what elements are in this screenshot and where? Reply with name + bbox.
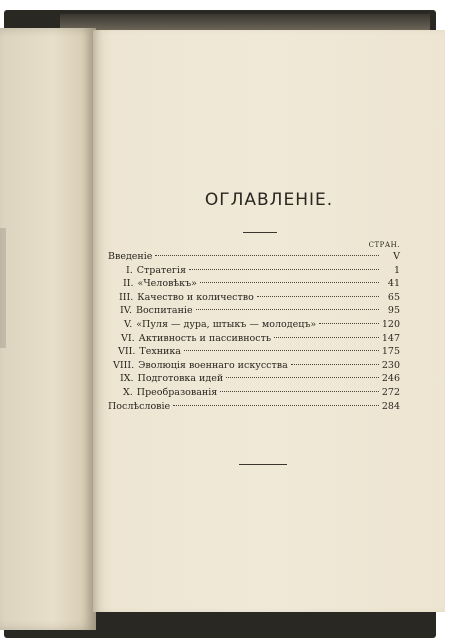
dot-leader [173,405,379,406]
chapter-number: VI. [121,332,135,344]
page-number: V [393,251,400,262]
page-number: 175 [381,346,400,358]
page-number: 120 [381,318,400,330]
chapter-title: Преобразованiя [136,386,218,398]
dot-leader [220,391,379,392]
chapter-title: Введенiе [108,251,153,262]
page-number: 95 [387,305,400,317]
table-of-contents [108,241,400,414]
dot-leader [291,364,379,365]
chapter-number: III. [119,291,134,303]
toc-entry [108,360,400,374]
toc-entry [108,333,400,347]
chapter-number: IV. [120,305,132,317]
left-page-shadow [0,228,6,348]
chapter-title: Воспитанiе [135,305,193,317]
dot-leader [226,377,379,378]
chapter-title: Подготовка идей [137,373,224,385]
dot-leader [200,282,379,283]
toc-rows [108,251,400,414]
page-number: 272 [381,386,400,398]
toc-entry [108,251,400,265]
page-number: 147 [381,332,400,344]
toc-entry [108,387,400,401]
dot-leader [319,323,379,324]
chapter-title: Послѣсловiе [108,400,171,412]
chapter-number: VIII. [113,359,135,371]
toc-entry [108,292,400,306]
page-number: 41 [387,278,400,290]
page-number: 284 [381,400,400,412]
left-page [0,28,96,630]
chapter-number: IX. [120,373,134,385]
chapter-number: VII. [118,346,136,358]
page-number: 1 [393,264,400,276]
dot-leader [184,350,379,351]
dot-leader [196,309,379,310]
toc-entry [108,346,400,360]
chapter-number: II. [123,278,134,290]
page-title: ОГЛАВЛЕНIЕ. [204,190,334,210]
title-rule [243,232,277,233]
chapter-number: V. [124,318,133,330]
chapter-title: Активность и пассивность [138,332,271,344]
chapter-title: Техника [139,346,181,358]
toc-entry [108,265,400,279]
toc-entry [108,278,400,292]
end-rule [239,464,287,465]
toc-entry [108,319,400,333]
chapter-title: «Пуля — дура, штыкъ — молодецъ» [136,318,317,330]
chapter-title: Стратегiя [136,264,186,276]
contents-page [93,30,445,612]
chapter-number: I. [126,264,133,276]
page-number: 65 [387,291,400,303]
page-number: 230 [381,359,400,371]
dot-leader [155,255,379,256]
toc-entry [108,401,400,415]
toc-entry [108,305,400,319]
page-number: 246 [381,373,400,385]
toc-entry [108,373,400,387]
chapter-title: «Человѣкъ» [137,278,197,290]
page-column-header: СТРАН. [368,241,400,249]
dot-leader [257,296,379,297]
cover-edge [60,14,430,30]
dot-leader [189,269,379,270]
chapter-title: Эволюцiя военнаго искусства [138,359,288,371]
chapter-number: X. [123,386,133,398]
chapter-title: Качество и количество [137,291,254,303]
dot-leader [274,337,379,338]
